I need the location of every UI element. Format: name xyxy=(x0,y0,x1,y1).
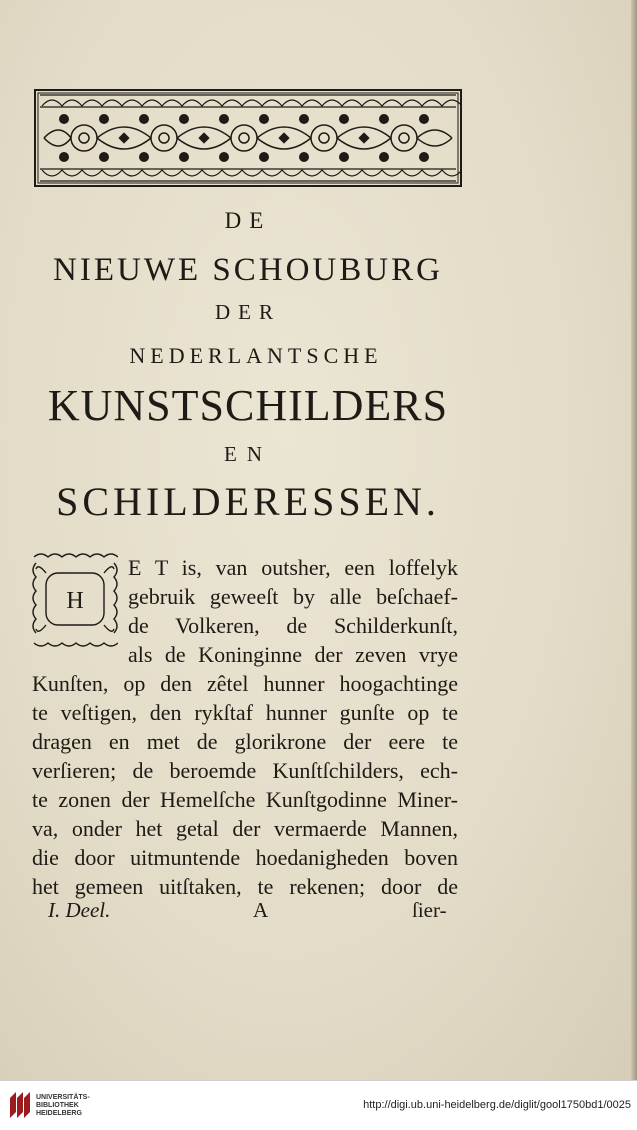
title-schilderessen: SCHILDERESSEN. xyxy=(56,479,440,524)
text-line-3: de Volkeren, de Schilderkunſt, xyxy=(128,613,458,638)
title-nieuwe-schouburg: NIEUWE SCHOUBURG xyxy=(53,252,443,288)
text-line-5: Kunſten, op den zêtel hunner hoogachtinge xyxy=(32,671,458,696)
title-kunstschilders: KUNSTSCHILDERS xyxy=(47,381,449,430)
title-de: DE xyxy=(224,208,272,233)
ornamental-initial xyxy=(32,553,118,647)
text-line-2: gebruik geweeſt by alle beſchaef- xyxy=(128,584,458,609)
text-line-7: dragen en met de glorikrone der eere te xyxy=(32,729,458,754)
text-line-1: E T is, van outsher, een loffelyk xyxy=(128,555,458,580)
text-line-6: te veſtigen, den rykſtaf hunner gunſte op te xyxy=(32,700,458,725)
title-en: EN xyxy=(224,442,272,466)
library-name-line-1: UNIVERSITÄTS- xyxy=(36,1094,90,1101)
ornament-headpiece xyxy=(34,89,462,187)
library-name[interactable] xyxy=(36,1094,90,1118)
text-line-10: va, onder het getal der vermaerde Mannen, xyxy=(32,816,458,841)
page-edge xyxy=(631,0,637,1080)
catchword: ſier- xyxy=(412,898,447,922)
text-line-9: te zonen der Hemelſche Kunſtgodinne Miner- xyxy=(32,787,458,812)
title-der: DER xyxy=(215,300,281,324)
text-line-12: het gemeen uitſtaken, te rekenen; door de xyxy=(32,874,458,899)
university-library-logo-icon[interactable] xyxy=(8,1090,32,1120)
viewer-footer-bar xyxy=(0,1080,637,1130)
signature-mark: A xyxy=(253,898,269,922)
dropcap-letter: H xyxy=(66,588,84,614)
library-name-line-3: HEIDELBERG xyxy=(36,1110,82,1117)
volume-label: I. Deel. xyxy=(48,898,111,922)
text-line-11: die door uitmuntende hoedanigheden boven xyxy=(32,845,458,870)
library-name-line-2: BIBLIOTHEK xyxy=(36,1102,79,1109)
title-nederlantsche: NEDERLANTSCHE xyxy=(129,343,383,368)
text-line-4: als de Koninginne der zeven vrye xyxy=(128,642,458,667)
text-line-8: verſieren; de beroemde Kunſtſchilders, ech- xyxy=(32,758,458,783)
permalink-url[interactable]: http://digi.ub.uni-heidelberg.de/diglit/gool1750bd1/0025 xyxy=(363,1099,631,1111)
